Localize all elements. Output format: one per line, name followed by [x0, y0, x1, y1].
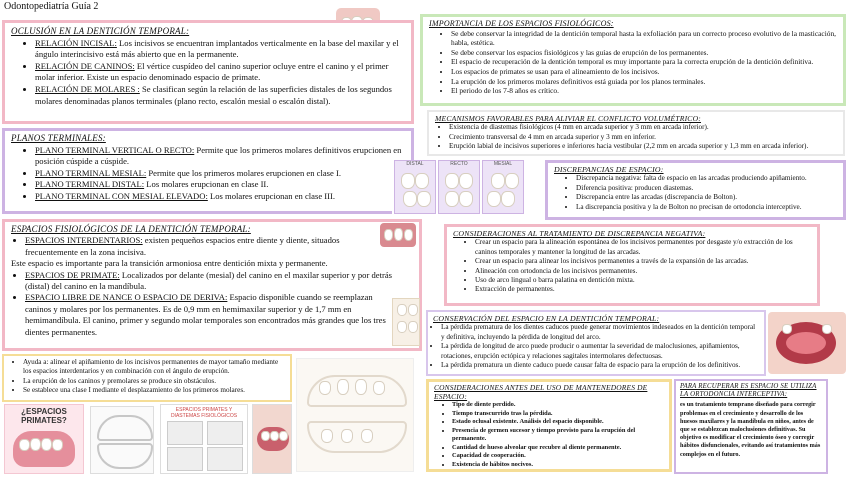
- chart-header: ESPACIOS PRIMATES Y DIASTEMAS FISIOLÓGICOS: [170, 407, 238, 419]
- occlusion-list: [11, 38, 405, 108]
- primate-spaces-poster: [4, 404, 84, 474]
- list-item: • Los espacios de primates se usan para el alineamiento de los incisivos.: [451, 67, 837, 77]
- teeth-photo-spaces: [380, 223, 416, 247]
- conservation-list: [433, 323, 759, 370]
- treatment-section: [444, 224, 820, 306]
- space-term: ESPACIO LIBRE DE NANCE O ESPACIO DE DERIVA:: [25, 292, 228, 303]
- spaces-list-2: [11, 270, 413, 338]
- terminal-planes-section: [2, 128, 414, 214]
- spaces-list: [11, 235, 413, 258]
- list-item: • La discrepancia positiva y la de Bolton no precisan de ortodoncia interceptive.: [576, 203, 837, 212]
- list-item: [35, 191, 405, 203]
- occlusion-term: RELACIÓN DE MOLARES :: [35, 83, 140, 94]
- list-item: [25, 292, 389, 338]
- treatment-title: CONSIDERACIONES AL TRATAMIENTO DE DISCREPANCIA NEGATIVA:: [453, 229, 706, 238]
- list-item: • Estado oclusal existente. Análisis del espacio disponible.: [452, 418, 664, 427]
- list-item: • Crear un espacio para la alineación espontánea de los incisivos permanentes por desgaste y/o extracción de los caninos temporales y mantener la longitud de las arcadas.: [475, 238, 811, 257]
- list-item: [35, 61, 405, 84]
- list-item: • La pérdida de longitud de arco puede producir o aumentar la severidad de maloclusiones, apiñamientos, rotaciones, erupción ectópica y relaciones sagitales intermolares defectuosas.: [441, 342, 759, 361]
- list-item: • Tipo de diente perdido.: [452, 401, 664, 410]
- dental-illustration: [296, 358, 414, 472]
- list-item: • Crecimiento transversal de 4 mm en arcada superior y 3 mm en inferior.: [449, 133, 837, 142]
- plane-text: Permite que los primeros molares definitivos erupcionen en posición cúspide a cúspide.: [35, 144, 402, 167]
- plane-term: PLANO TERMINAL CON MESIAL ELEVADO:: [35, 190, 208, 201]
- recover-text: es un tratamiento temprano diseñado para corregir problemas en el crecimiento y desarrollo de los huesos maxilares y la mandíbula en niños, antes de que se establezcan maloclusiones definitivas. Su objetivo es modificar el crecimiento óseo y corregir hábitos disfuncionales, evitando así tratamientos más complejos en el futuro.: [680, 401, 821, 458]
- discrepancies-section: [545, 160, 846, 220]
- list-item: • Ayuda a: alinear el apiñamiento de los incisivos permanentes de mayor tamaño mediante los espacios interdentarios y en combinación con el ángulo de erupción.: [23, 358, 285, 377]
- list-item: • Tiempo transcurrido tras la pérdida.: [452, 410, 664, 419]
- spaces-title: ESPACIOS FISIOLÓGICOS DE LA DENTICIÓN TEMPORAL:: [11, 224, 251, 234]
- mechanisms-list: [435, 123, 837, 151]
- list-item: • Se establece una clase I mediante el desplazamiento de los primeros molares.: [23, 386, 285, 395]
- molar-label-recto: RECTO: [450, 161, 468, 167]
- considerations-title: CONSIDERACIONES ANTES DEL USO DE MANTENEDORES DE ESPACIO:: [434, 383, 648, 401]
- spaces-paragraph: Este espacio es importante para la transición armoniosa entre dentición mixta y permanente.: [11, 258, 328, 269]
- plane-term: PLANO TERMINAL DISTAL:: [35, 179, 145, 190]
- open-mouth-photo: [768, 312, 846, 374]
- occlusion-section: [2, 20, 414, 124]
- list-item: • Se debe conservar los espacios fisiológicos y las guías de erupción de los permanentes.: [451, 48, 837, 58]
- list-item: • Uso de arco lingual o barra palatina en dentición mixta.: [475, 276, 811, 285]
- molar-planes-figure: [392, 160, 526, 216]
- list-item: [35, 168, 405, 180]
- space-maintainer-considerations: [426, 379, 672, 472]
- conservation-section: [426, 310, 766, 376]
- primate-diastema-chart: [160, 404, 248, 474]
- help-list: [9, 358, 285, 396]
- plane-text: Permite que los primeros molares erupcionen en clase I.: [146, 167, 341, 178]
- planes-list: [11, 145, 405, 203]
- list-item: [35, 145, 405, 168]
- list-item: • Discrepancia entre las arcadas (discrepancia de Bolton).: [576, 193, 837, 202]
- importance-list: [429, 29, 837, 96]
- occlusion-text: Se clasifican según la relación de las superficies distales de los segundos molares denominadas planos terminales (plano recto, escalón mesial o escalón distal).: [35, 83, 392, 106]
- list-item: • Presencia de germen sucesor y tiempo previsto para la erupción del permanente.: [452, 427, 664, 444]
- molar-label-distal: DISTAL: [406, 161, 424, 167]
- occlusion-title: OCLUSIÓN EN LA DENTICIÓN TEMPORAL:: [11, 26, 190, 36]
- plane-text: Los molares erupcionan en clase III.: [207, 190, 336, 201]
- plane-term: PLANO TERMINAL MESIAL:: [35, 167, 147, 178]
- occlusion-text: Los incisivos se encuentran implantados verticalmente en la base del maxilar y el ángulo interincisivo está más abierto que en la permanente.: [35, 37, 399, 60]
- help-section: [2, 354, 292, 402]
- list-item: • Erupción labial de incisivos superiores e inferiores hacia vestibular (2,2 mm en arcada superior y 1,3 mm en arcada inferior).: [449, 142, 837, 151]
- list-item: • Cantidad de hueso alveolar que recubre al diente permanente.: [452, 444, 664, 453]
- conservation-title: CONSERVACIÓN DEL ESPACIO EN LA DENTICIÓN TEMPORAL:: [433, 314, 660, 323]
- space-term: ESPACIOS INTERDENTARIOS:: [25, 235, 143, 246]
- recover-title: PARA RECUPERAR ES ESPACIO SE UTILIZA LA ORTODONCIA INTERCEPTIVA:: [680, 383, 817, 399]
- treatment-list: [453, 238, 811, 294]
- list-item: • La erupción de los primeros molares definitivos está guiada por los planos terminales.: [451, 77, 837, 87]
- space-text: Espacio disponible cuando se reemplazan caninos y molares por los permanentes. Es de 0,9 mm en hemimaxilar superior y de 1,7 mm en hemimandíbula. El canino, primer y segundo molar temporales son encontrados más grandes que los tres dientes permanentes.: [25, 292, 386, 337]
- poster-title: ¿ESPACIOS PRIMATES?: [21, 407, 67, 425]
- space-text: existen pequeños espacios entre diente y diente, situados frecuentemente en la zona incisiva.: [25, 235, 340, 257]
- list-item: • Diferencia positiva: producen diastemas.: [576, 184, 837, 193]
- list-item: • Alineación con ortodoncia de los incisivos permanentes.: [475, 267, 811, 276]
- space-term: ESPACIOS DE PRIMATE:: [25, 269, 120, 280]
- list-item: [35, 38, 405, 61]
- occlusion-term: RELACIÓN DE CANINOS:: [35, 60, 135, 71]
- list-item: • Existencia de hábitos nocivos.: [452, 461, 664, 470]
- space-text: Localizados por delante (mesial) del canino en el maxilar superior y por detrás (distal) del canino en la mandíbula.: [25, 269, 392, 292]
- list-item: [25, 235, 375, 258]
- interceptive-orthodontics-section: [674, 379, 828, 474]
- list-item: • Extracción de permanentes.: [475, 285, 811, 294]
- teeth-infographic-2: [90, 406, 154, 474]
- list-item: • El periodo de los 7-8 años es crítico.: [451, 86, 837, 96]
- list-item: • Crear un espacio para alinear los incisivos permanentes a través de la expansión de las arcadas.: [475, 257, 811, 266]
- page-title: Odontopediatría Guía 2: [4, 1, 99, 12]
- list-item: • La pérdida prematura de los dientes caducos puede generar movimientos indeseados en la dentición temporal y definitiva, incluyendo la pérdida de longitud del arco.: [441, 323, 759, 342]
- planes-title: PLANOS TERMINALES:: [11, 133, 106, 143]
- discrepancies-title: DISCREPANCIAS DE ESPACIO:: [554, 165, 664, 174]
- list-item: • Discrepancia negativa: falta de espacio en las arcadas produciendo apiñamiento.: [576, 174, 837, 183]
- physiological-spaces-section: [2, 219, 422, 351]
- list-item: • La erupción de los caninos y premolares se produce sin obstáculos.: [23, 377, 285, 386]
- list-item: • Se debe conservar la integridad de la dentición temporal hasta la exfoliación para un correcto proceso evolutivo de la masticación, habla, estética.: [451, 29, 837, 48]
- occlusion-term: RELACIÓN INCISAL:: [35, 37, 117, 48]
- importance-section: [420, 14, 846, 106]
- list-item: • Capacidad de cooperación.: [452, 452, 664, 461]
- list-item: • El espacio de recuperación de la dentición temporal es muy importante para la correcta erupción de la dentición definitiva.: [451, 57, 837, 67]
- dental-arch-diagram: [392, 298, 420, 346]
- mechanisms-title: MECANISMOS FAVORABLES PARA ALIVIAR EL CONFLICTO VOLUMÉTRICO:: [435, 114, 701, 123]
- list-item: • Existencia de diastemas fisiológicos (4 mm en arcada superior y 3 mm en arcada inferior).: [449, 123, 837, 132]
- plane-text: Los molares erupcionan en clase II.: [144, 179, 269, 190]
- list-item: [25, 270, 413, 293]
- list-item: [35, 179, 405, 191]
- discrepancies-list: [554, 174, 837, 212]
- teeth-photo-bottom: [252, 404, 292, 474]
- mechanisms-section: [427, 110, 845, 156]
- importance-title: IMPORTANCIA DE LOS ESPACIOS FISIOLÓGICOS:: [429, 19, 614, 28]
- list-item: • La pérdida prematura un diente caduco puede causar falta de espacio para la erupción de los definitivos.: [441, 361, 759, 370]
- occlusion-text: El vértice cuspídeo del canino superior ocluye entre el canino y el primer molar inferior. Existe un espacio denominado espacio de primate.: [35, 60, 389, 83]
- molar-label-mesial: MESIAL: [493, 161, 513, 167]
- list-item: [35, 84, 405, 107]
- plane-term: PLANO TERMINAL VERTICAL O RECTO:: [35, 144, 195, 155]
- considerations-list: [434, 401, 664, 469]
